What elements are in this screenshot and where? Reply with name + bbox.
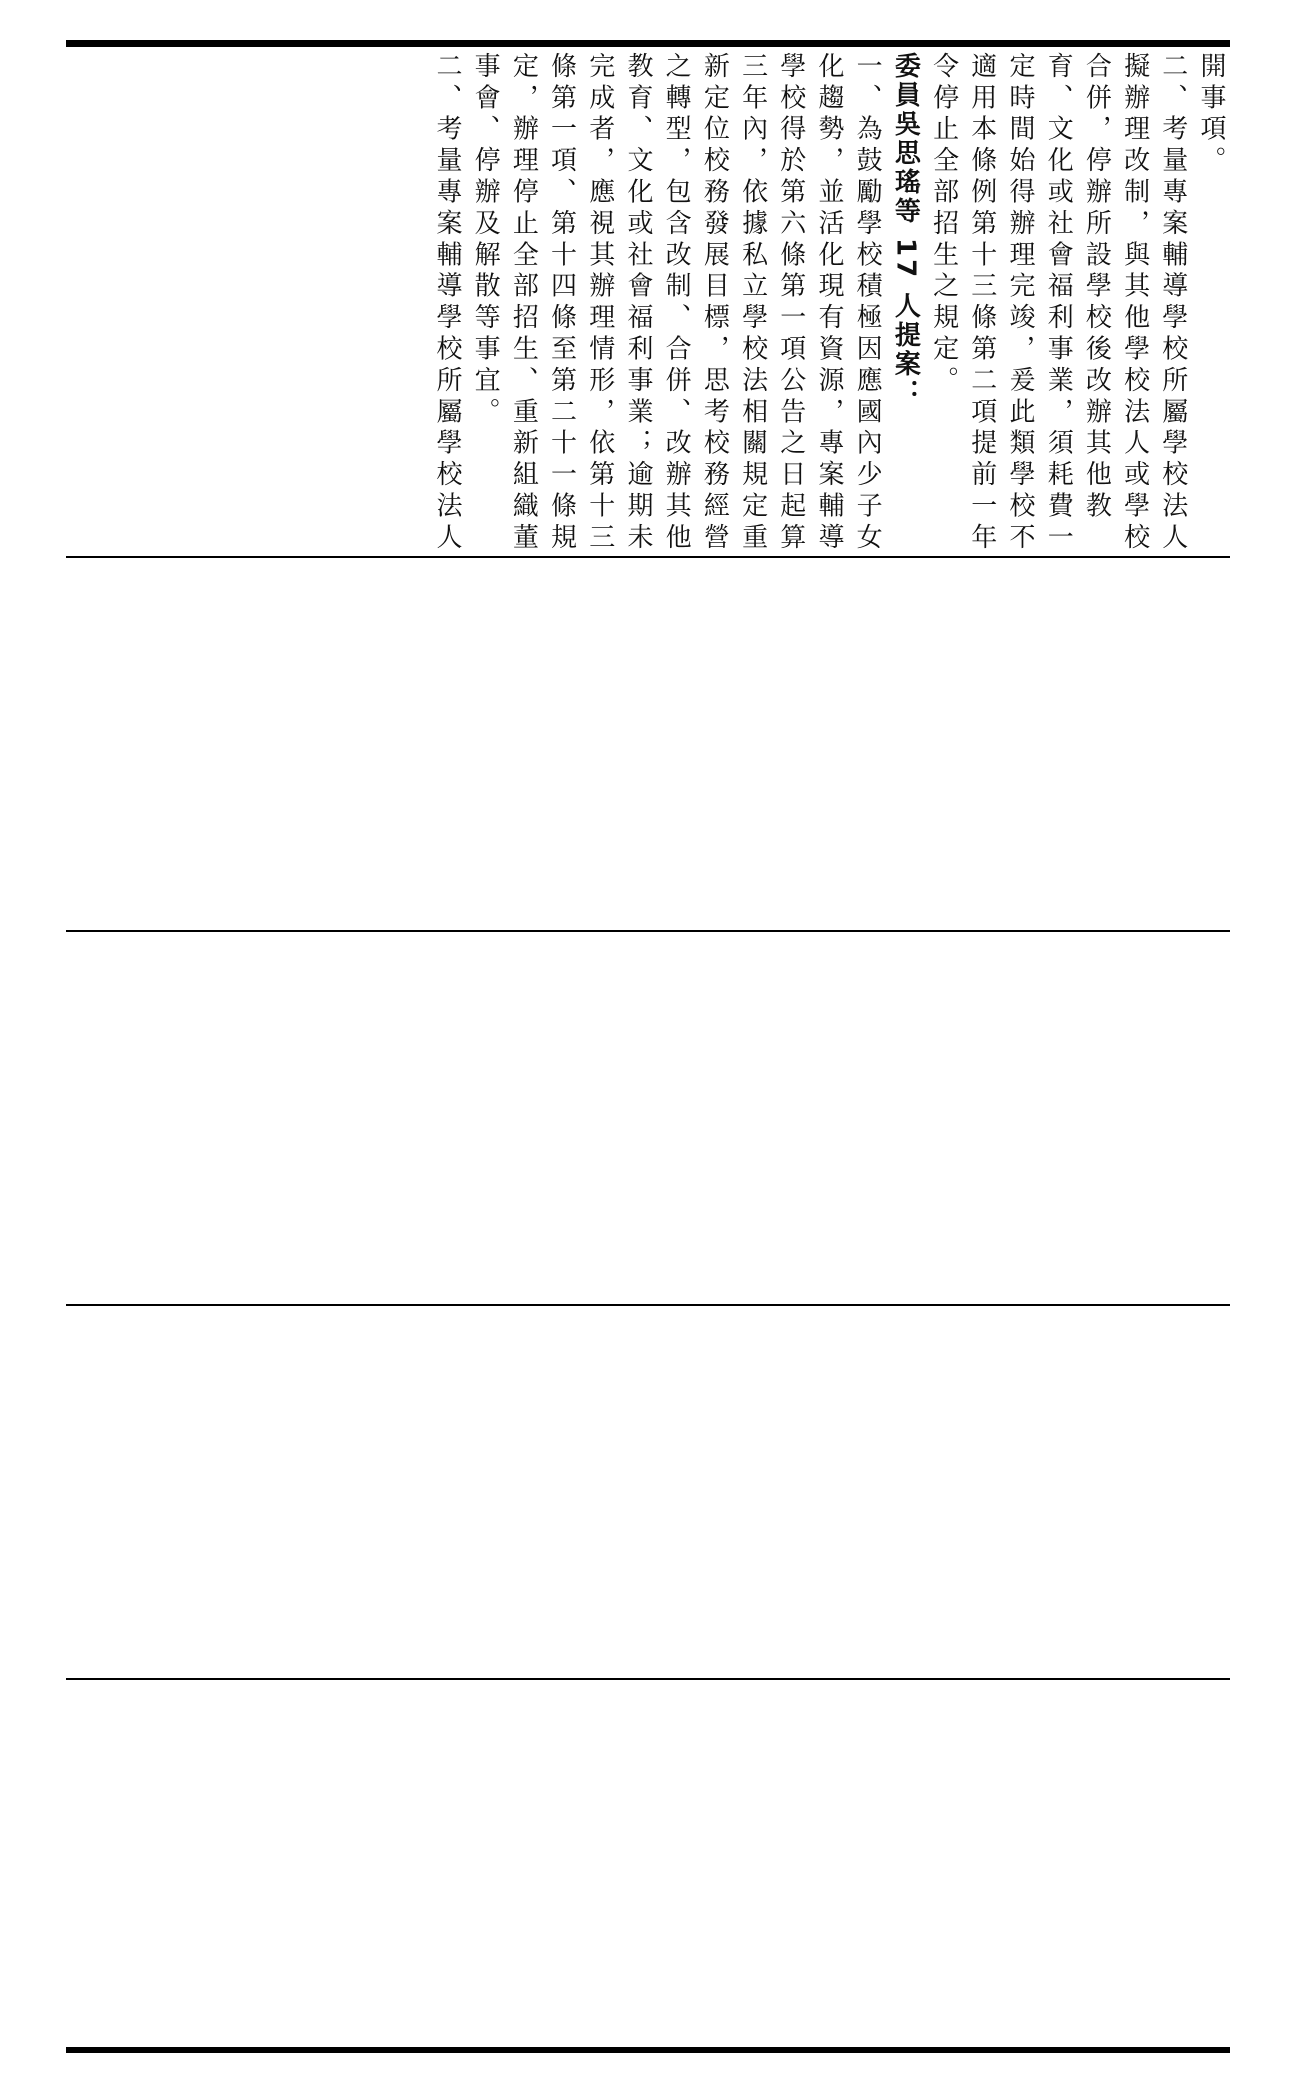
top-rule (66, 40, 1230, 47)
divider-rule-4 (66, 1678, 1230, 1680)
divider-rule-3 (66, 1304, 1230, 1306)
divider-rule-2 (66, 930, 1230, 932)
divider-rule-1 (66, 556, 1230, 558)
proposal-item-2: 二、考量專案輔導學校所屬學校法人 (431, 52, 462, 555)
continuation-text: 開事項。 (1196, 52, 1226, 178)
proposal-heading: 委員吳思瑤等 17 人提案： (890, 52, 921, 409)
vertical-text-column (66, 52, 1230, 557)
explanation-item-2: 二、考量專案輔導學校所屬學校法人擬辦理改制，與其他學校法人或學校合併，停辦所設學校後改辦其他教育、文化或社會福利事業，須耗費一定時間始得辦理完竣，爰此類學校不適用本條例第十三條第二項提前一年令停止全部招生之規定。 (928, 52, 1188, 555)
bottom-rule (66, 2047, 1230, 2053)
proposal-item-1: 一、為鼓勵學校積極因應國內少子女化趨勢，並活化現有資源，專案輔導學校得於第六條第一項公告之日起算三年內，依據私立學校法相關規定重新定位校務發展目標，思考校務經營之轉型，包含改制、合併、改辦其他教育、文化或社會福利事業；逾期未完成者，應視其辦理情形，依第十三條第一項、第十四條至第二十一條規定，辦理停止全部招生、重新組織董事會、停辦及解散等事宜。 (470, 52, 883, 555)
